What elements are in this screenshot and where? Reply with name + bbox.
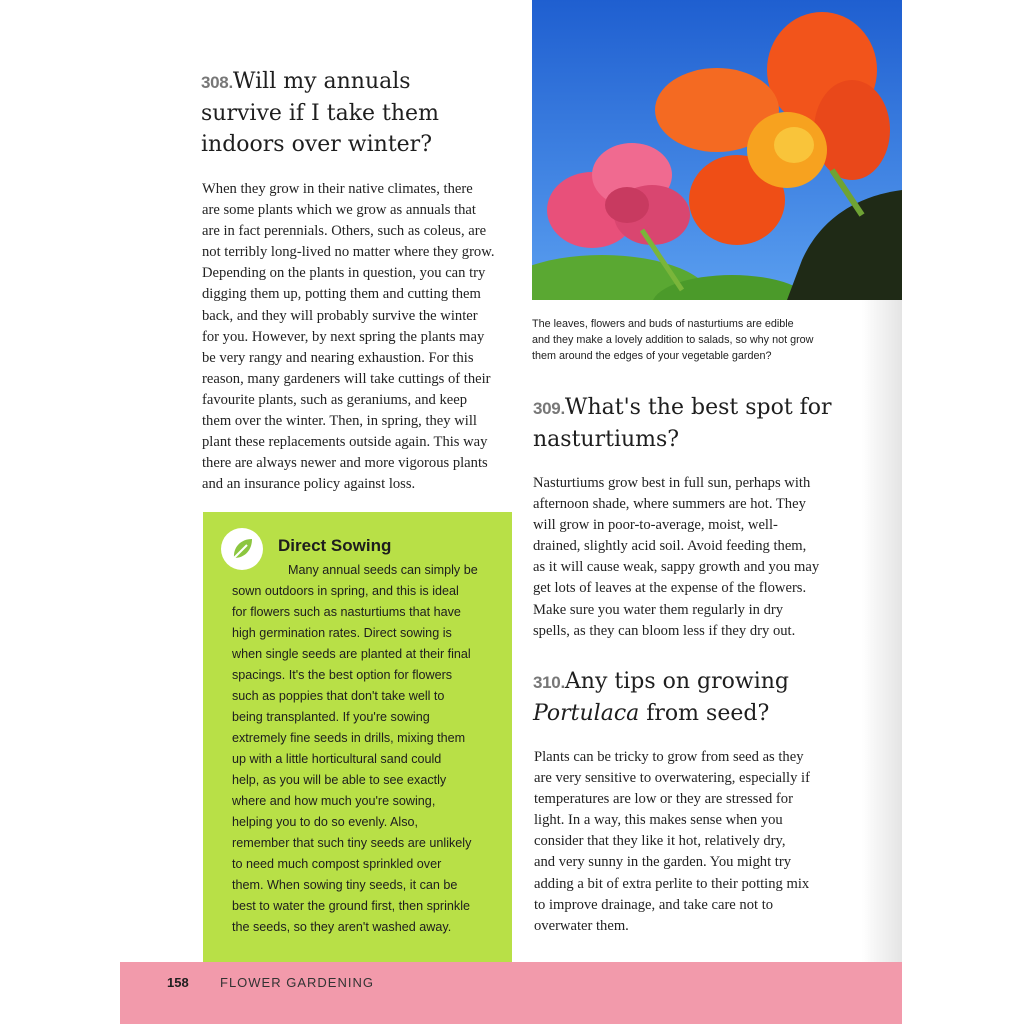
question-title-line: indoors over winter? bbox=[201, 132, 432, 157]
question-308-answer bbox=[202, 179, 494, 495]
text-line: overwater them. bbox=[534, 917, 629, 934]
text-line: are some plants which we grow as annuals that bbox=[202, 202, 476, 219]
direct-sowing-sidebar bbox=[203, 512, 512, 962]
text-line: get lots of leaves at the expense of the flowers. bbox=[533, 580, 807, 597]
page-number: 158 bbox=[167, 975, 189, 990]
text-line: and an insurance policy against loss. bbox=[202, 476, 416, 493]
photo-caption bbox=[532, 316, 852, 364]
text-line: when single seeds are planted at their final bbox=[232, 647, 471, 661]
text-line: Many annual seeds can simply be bbox=[288, 563, 478, 577]
text-line: sown outdoors in spring, and this is ideal bbox=[232, 584, 459, 598]
italic-plant-name: Portulaca bbox=[533, 701, 640, 726]
question-number: 309. bbox=[533, 399, 565, 418]
text-line: such as poppies that don't take well to bbox=[232, 689, 445, 703]
text-line: consider that they like it hot, relatively dry, bbox=[534, 833, 786, 850]
text-line: best to water the ground first, then sprinkle bbox=[232, 899, 471, 913]
text-line: up with a little horticultural sand could bbox=[232, 752, 442, 766]
text-line: and they make a lovely addition to salads, so why not grow bbox=[532, 334, 814, 346]
question-title-line: Any tips on growing bbox=[564, 669, 789, 694]
nasturtium-photo bbox=[532, 0, 902, 300]
text-line: are in fact perennials. Others, such as coleus, are bbox=[202, 223, 487, 240]
text-line: reason, many gardeners will take cuttings of their bbox=[202, 370, 491, 387]
title-rest: from seed? bbox=[639, 701, 770, 726]
text-line: are very sensitive to overwatering, especially if bbox=[534, 770, 810, 787]
text-line: adding a bit of extra perlite to their potting mix bbox=[534, 875, 810, 892]
text-line: Plants can be tricky to grow from seed as they bbox=[534, 749, 804, 765]
text-line: extremely fine seeds in drills, mixing them bbox=[232, 731, 466, 745]
question-310-heading bbox=[533, 666, 789, 729]
text-line: Make sure you water them regularly in dry bbox=[533, 601, 784, 618]
text-line: for flowers such as nasturtiums that have bbox=[232, 605, 461, 619]
text-line: helping you to do so evenly. Also, bbox=[232, 815, 418, 829]
question-309-answer bbox=[533, 473, 819, 642]
text-line: them over the winter. Then, in spring, they will bbox=[202, 413, 477, 430]
text-line: drained, slightly acid soil. Avoid feeding them, bbox=[533, 538, 807, 555]
text-line: be very rangy and nearing exhaustion. For this bbox=[202, 349, 474, 366]
question-310-answer bbox=[534, 747, 810, 937]
text-line: where and how much you're sowing, bbox=[232, 794, 436, 808]
text-line: temperatures are low or they are stressed for bbox=[534, 791, 793, 808]
question-number: 308. bbox=[201, 73, 233, 92]
text-line: and very sunny in the garden. You might try bbox=[534, 854, 791, 871]
page-gutter-shadow bbox=[862, 300, 902, 962]
text-line: the seeds, so they aren't washed away. bbox=[232, 920, 452, 934]
text-line: help, as you will be able to see exactly bbox=[232, 773, 447, 787]
text-line: will grow in poor-to-average, moist, well- bbox=[533, 517, 778, 534]
text-line: light. In a way, this makes sense when you bbox=[534, 812, 783, 829]
section-title: FLOWER GARDENING bbox=[220, 975, 374, 990]
text-line: to need much compost sprinkled over bbox=[232, 857, 442, 871]
sidebar-title: Direct Sowing bbox=[278, 536, 392, 555]
text-line: Depending on the plants in question, you can try bbox=[202, 265, 486, 282]
question-number: 310. bbox=[533, 673, 565, 692]
question-title-line: Will my annuals bbox=[232, 69, 411, 94]
sidebar-text bbox=[232, 560, 507, 938]
text-line: for you. However, by next spring the plants may bbox=[202, 328, 485, 345]
text-line: them around the edges of your vegetable garden? bbox=[532, 350, 772, 362]
text-line: plant these replacements outside again. This way bbox=[202, 434, 488, 451]
question-309-heading bbox=[533, 392, 832, 455]
text-line: them. When sowing tiny seeds, it can be bbox=[232, 878, 458, 892]
text-line: spacings. It's the best option for flowers bbox=[232, 668, 453, 682]
page-footer bbox=[120, 962, 902, 1024]
text-line: The leaves, flowers and buds of nasturtiums are edible bbox=[532, 318, 794, 330]
text-line: being transplanted. If you're sowing bbox=[232, 710, 430, 724]
question-title-line: survive if I take them bbox=[201, 101, 439, 126]
text-line: back, and they will probably survive the winter bbox=[202, 307, 478, 324]
text-line: Nasturtiums grow best in full sun, perhaps with bbox=[533, 475, 811, 491]
text-line: When they grow in their native climates, there bbox=[202, 181, 473, 197]
text-line: remember that such tiny seeds are unlikely bbox=[232, 836, 472, 850]
text-line: digging them up, potting them and cutting them bbox=[202, 286, 481, 303]
question-308-heading bbox=[201, 66, 439, 160]
question-title-line: What's the best spot for bbox=[564, 395, 832, 420]
text-line: spells, as they can bloom less if they dry out. bbox=[533, 622, 796, 639]
text-line: favourite plants, such as geraniums, and keep bbox=[202, 391, 468, 408]
text-line: not terribly long-lived no matter where they grow. bbox=[202, 244, 495, 261]
text-line: there are always newer and more vigorous plants bbox=[202, 455, 488, 472]
text-line: afternoon shade, where summers are hot. They bbox=[533, 496, 806, 513]
text-line: high germination rates. Direct sowing is bbox=[232, 626, 452, 640]
question-title-line: nasturtiums? bbox=[533, 427, 680, 452]
question-title-line bbox=[533, 701, 769, 726]
text-line: as it will cause weak, sappy growth and you may bbox=[533, 559, 820, 576]
text-line: to improve drainage, and take care not to bbox=[534, 896, 774, 913]
